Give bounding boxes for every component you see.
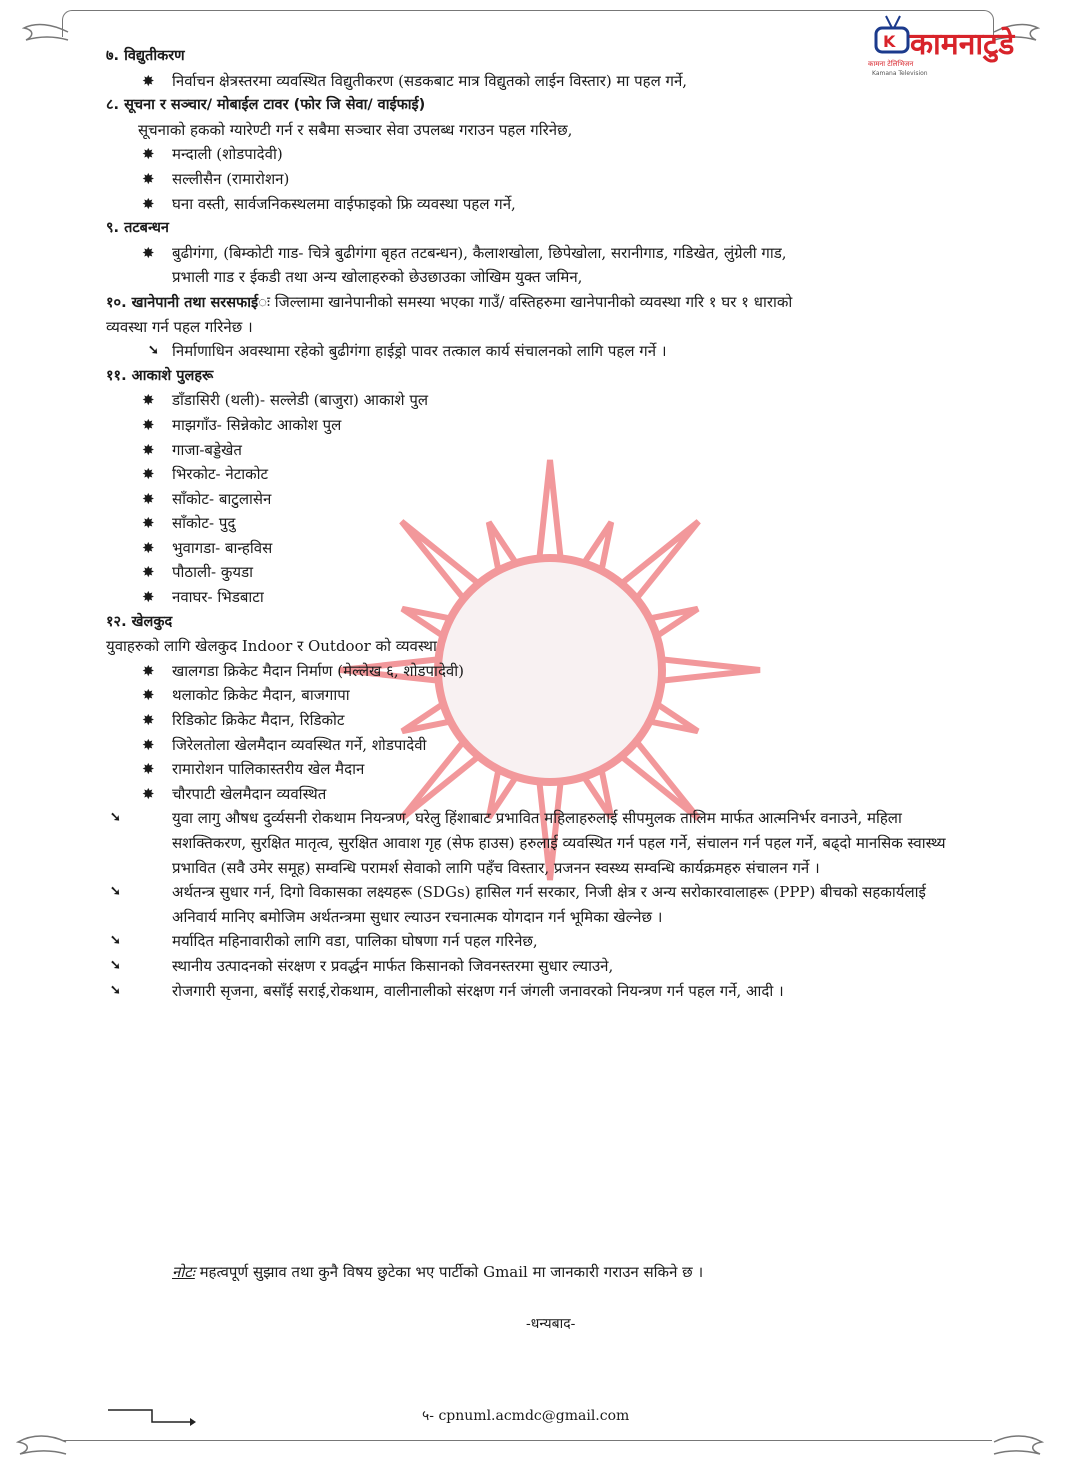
bullet-star-icon: ✸ [142,391,155,410]
bullet-star-icon: ✸ [142,760,155,779]
section-heading: १०. खानेपानी तथा सरसफाई [106,294,259,311]
scroll-ornament-top-left [22,14,70,48]
bullet-star-icon: ✸ [142,563,155,582]
list-item [106,659,956,684]
bullet-star-icon: ✸ [142,661,155,680]
paragraph-text: ः जिल्लामा खानेपानीको समस्या भएका गाउँ/ वस्तिहरुमा खानेपानीको व्यवस्था गरि १ घर १ धाराको [258,292,793,311]
bullet-star-icon: ✸ [142,735,155,754]
list-item [106,511,956,536]
list-item-text: रिडिकोट क्रिकेट मैदान, रिडिकोट [172,711,345,730]
list-item [106,757,956,782]
bullet-star-icon: ✸ [142,415,155,434]
bullet-star-icon: ✸ [142,489,155,508]
arrow-bullet-icon: ➘ [110,810,121,826]
section-heading: ९. तटबन्धन [106,220,169,237]
note-label: नोटः [172,1263,195,1281]
paragraph: व्यवस्था गर्न पहल गरिनेछ । [106,317,253,336]
section-heading: ११. आकाशे पुलहरू [106,367,214,384]
section-heading: ७. विद्युतीकरण [106,48,185,64]
arrow-bullet-icon: ➘ [148,343,159,359]
list-item-text: बुढीगंगा, (बिम्कोटी गाड- चित्रे बुढीगंगा बृहत तटबन्धन), कैलाशखोला, छिपेखोला, सरानीगाड, गडिखेत, लुंग्रेली गाड, [172,243,787,262]
list-item-text: साँकोट- बाटुलासेन [172,489,272,508]
bullet-star-icon: ✸ [142,243,155,262]
list-item [106,585,956,610]
footer-page-email: ५- cpnuml.acmdc@gmail.com [422,1408,630,1424]
list-item [106,69,956,94]
arrow-bullet-icon: ➘ [110,884,121,900]
list-item-text: थलाकोट क्रिकेट मैदान, बाजगापा [172,686,350,705]
paragraph: युवाहरुको लागि खेलकुद Indoor र Outdoor को व्यवस्था [106,637,437,656]
list-item [106,167,956,192]
scroll-ornament-bottom-left [16,1430,68,1464]
list-item-text: भिरकोट- नेटाकोट [172,465,269,484]
list-item-text: घना वस्ती, सार्वजनिकस्थलमा वाईफाइको फ्रि व्यवस्था पहल गर्ने, [172,194,516,213]
list-item [106,782,956,807]
list-item [106,536,956,561]
list-item [106,560,956,585]
list-item [106,733,956,758]
list-item-continuation: प्रभाली गाड र ईकडी तथा अन्य खोलाहरुको छेउछाउका जोखिम युक्त जमिन, [172,268,583,287]
bullet-star-icon: ✸ [142,71,155,90]
list-item-text: भुवागडा- बान्हविस [172,538,273,557]
list-item [106,929,956,954]
list-item-text: खालगडा क्रिकेट मैदान निर्माण (मेल्लेख ६, शोडपादेवी) [172,661,464,680]
list-item-text: पौठाली- कुयडा [172,563,254,582]
svg-text:K: K [883,32,896,51]
list-item-text: जिरेलतोला खेलमैदान व्यवस्थित गर्ने, शोडपादेवी [172,735,427,754]
list-item-text: स्थानीय उत्पादनको संरक्षण र प्रवर्द्धन मार्फत किसानको जिवनस्तरमा सुधार ल्याउने, [172,956,614,975]
list-item-text: मन्दाली (शोडपादेवी) [172,145,283,164]
list-item [106,241,956,266]
list-item-text: रामारोशन पालिकास्तरीय खेल मैदान [172,760,365,779]
list-item [106,438,956,463]
paragraph: सूचनाको हकको ग्यारेण्टी गर्न र सबैमा सञ्चार सेवा उपलब्ध गराउन पहल गरिनेछ, [138,120,573,139]
section-heading: ८. सूचना र सञ्चार/ मोबाईल टावर (फोर जि सेवा/ वाईफाई) [106,97,426,114]
list-item-text: निर्वाचन क्षेत्रस्तरमा व्यवस्थित विद्युतीकरण (सडकबाट मात्र विद्युतको लाईन विस्तार) मा पहल गर्ने, [172,71,688,90]
list-item-text: माझगाँउ- सिन्नेकोट आकोश पुल [172,415,342,434]
list-item-text: चौरपाटी खेलमैदान व्यवस्थित [172,784,327,803]
note-text: महत्वपूर्ण सुझाव तथा कुनै विषय छुटेका भए पार्टीको Gmail मा जानकारी गराउन सकिने छ । [194,1263,704,1281]
list-item [106,462,956,487]
document-body [106,44,956,1003]
list-item [106,339,956,364]
section-heading: १२. खेलकुद [106,613,173,630]
list-item [106,142,956,167]
thanks-text: -धन्यबाद- [526,1316,576,1332]
bullet-star-icon: ✸ [142,145,155,164]
bullet-star-icon: ✸ [142,514,155,533]
list-item [106,806,956,880]
arrow-bullet-icon: ➘ [110,957,121,973]
list-item-text: अर्थतन्त्र सुधार गर्न, दिगो विकासका लक्ष्यहरू (SDGs) हासिल गर्न सरकार, निजी क्षेत्र र अन्य सरोकारवालाहरू (PPP) बीचको सहकार्यलाई अनिवार्य मानिए बमोजिम अर्थतन्त्रमा सुधार ल्याउन रचनात्मक योगदान गर्न भूमिका खेल्नेछ । [172,883,926,926]
section-heading-with-text [106,290,956,315]
scroll-ornament-bottom-right [992,1430,1044,1464]
list-item [106,954,956,979]
bullet-star-icon: ✸ [142,686,155,705]
list-item [106,979,956,1004]
list-item [106,683,956,708]
list-item [106,413,956,438]
arrow-bullet-icon: ➘ [110,933,121,949]
footer-arrow-icon [106,1406,196,1428]
list-item-text: निर्माणाधिन अवस्थामा रहेको बुढीगंगा हाईड्रो पावर तत्काल कार्य संचालनको लागि पहल गर्ने । [172,342,667,361]
bullet-star-icon: ✸ [142,465,155,484]
page-frame-bottom [62,1440,992,1455]
note [172,1262,703,1282]
list-item-text: रोजगारी सृजना, बसाँई सराई,रोकथाम, वालीनालीको संरक्षण गर्न जंगली जनावरको नियन्त्रण गर्न पहल गर्ने, आदी । [172,981,784,1000]
bullet-star-icon: ✸ [142,588,155,607]
list-item [106,487,956,512]
logo-tagline-en: Kamana Television [872,70,928,77]
list-item [106,388,956,413]
logo-text: कामनाटुडे [910,27,1015,62]
logo-tagline: कामना टेलिभिजन [868,60,914,68]
list-item [106,708,956,733]
list-item-text: डाँडासिरी (थली)- सल्लेडी (बाजुरा) आकाशे पुल [172,391,429,410]
list-item [106,880,956,929]
list-item-text: साँकोट- पुदु [172,514,236,533]
list-item-text: नवाघर- भिडबाटा [172,588,264,607]
list-item-text: युवा लागु औषध दुर्व्यसनी रोकथाम नियन्त्रण, घरेलु हिंशाबाट प्रभावित महिलाहरुलाई सीपमुलक तालिम मार्फत आत्मनिर्भर वनाउने, महिला सशक्तिकरण, सुरक्षित मातृत्व, सुरक्षित आवाश गृह (सेफ हाउस) हरुलाई व्यवस्थित गर्न पहल गर्ने, संचालन गर्न पहल गर्ने, बढ्दो मानसिक स्वास्थ्य प्रभावित (सवै उमेर समूह) सम्वन्धि परामर्श सेवाको लागि पहँच विस्तार, प्रजनन स्वस्थ्य सम्वन्धि कार्यक्रमहरु संचालन गर्ने । [172,809,946,877]
bullet-star-icon: ✸ [142,194,155,213]
list-item [106,192,956,217]
bullet-star-icon: ✸ [142,440,155,459]
list-item-text: मर्यादित महिनावारीको लागि वडा, पालिका घोषणा गर्न पहल गरिनेछ, [172,932,538,951]
page-frame-top [62,10,994,37]
bullet-star-icon: ✸ [142,711,155,730]
arrow-bullet-icon: ➘ [110,982,121,998]
bullet-star-icon: ✸ [142,784,155,803]
bullet-star-icon: ✸ [142,169,155,188]
bullet-star-icon: ✸ [142,538,155,557]
list-item-text: गाजा-बड्डेखेत [172,440,242,459]
list-item-text: सल्लीसैन (रामारोशन) [172,169,290,188]
